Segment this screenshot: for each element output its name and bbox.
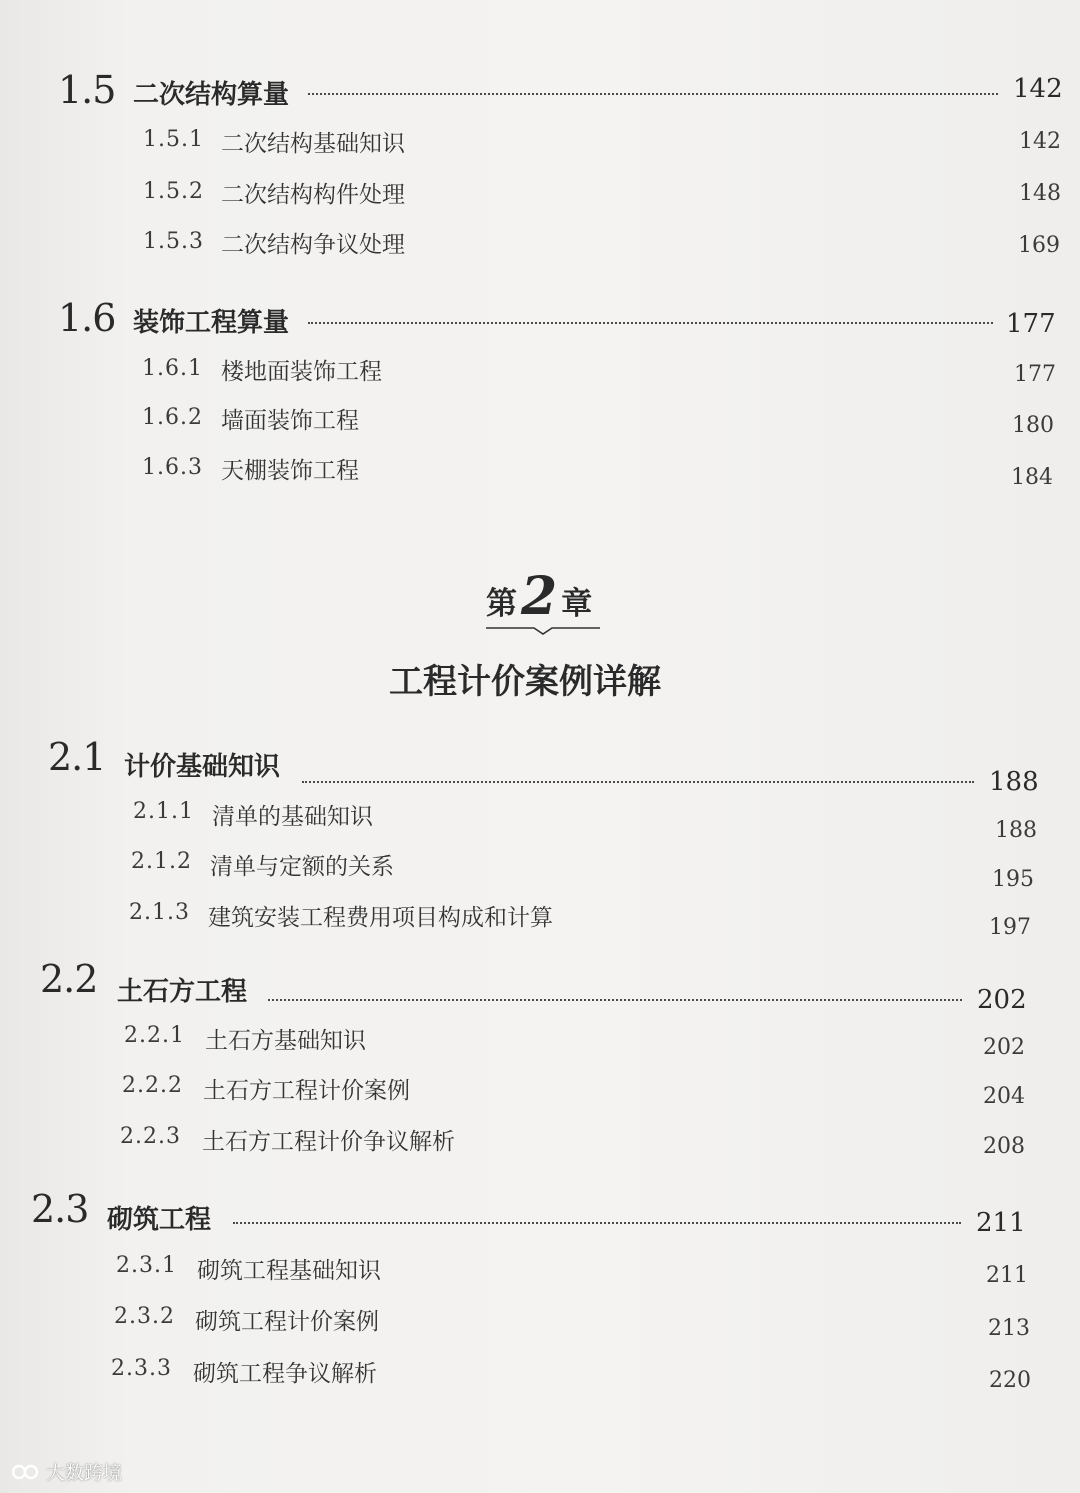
subsection-page: 220 <box>989 1368 1031 1393</box>
subsection-number: 1.6.1 <box>142 356 203 381</box>
subsection-page: 169 <box>1018 233 1060 258</box>
dot-leader <box>302 781 974 783</box>
subsection-number: 1.6.3 <box>142 455 203 480</box>
subsection-number: 2.2.2 <box>122 1073 183 1098</box>
subsection-title: 土石方工程计价案例 <box>203 1078 410 1104</box>
subsection-number: 2.1.3 <box>129 900 190 925</box>
section-page: 211 <box>976 1208 1026 1238</box>
dot-leader <box>233 1222 961 1224</box>
subsection-page: 177 <box>1014 362 1056 387</box>
subsection-number: 2.1.2 <box>131 849 192 874</box>
subsection-title: 天棚装饰工程 <box>221 458 359 484</box>
section-number: 2.3 <box>31 1187 89 1231</box>
subsection-title: 土石方基础知识 <box>205 1028 366 1054</box>
subsection-number: 2.1.1 <box>133 799 194 824</box>
subsection-page: 213 <box>988 1316 1030 1341</box>
subsection-title: 砌筑工程争议解析 <box>193 1361 377 1387</box>
subsection-title: 清单与定额的关系 <box>210 854 394 880</box>
chapter-number: 2 <box>521 566 558 627</box>
section-number: 2.1 <box>48 735 106 779</box>
subsection-number: 2.3.2 <box>114 1304 175 1329</box>
subsection-page: 208 <box>983 1134 1025 1159</box>
subsection-page: 202 <box>983 1035 1025 1060</box>
subsection-number: 1.5.3 <box>143 229 204 254</box>
subsection-number: 1.5.1 <box>143 127 204 152</box>
subsection-number: 1.5.2 <box>143 179 204 204</box>
subsection-title: 二次结构争议处理 <box>221 232 405 258</box>
watermark-logo-icon <box>10 1462 40 1482</box>
section-number: 2.2 <box>40 957 98 1001</box>
subsection-title: 砌筑工程基础知识 <box>197 1258 381 1284</box>
section-title: 计价基础知识 <box>124 752 281 782</box>
section-page: 188 <box>989 767 1039 797</box>
subsection-page: 204 <box>983 1084 1025 1109</box>
subsection-page: 188 <box>995 818 1037 843</box>
section-title: 土石方工程 <box>117 977 248 1007</box>
dot-leader <box>308 93 998 95</box>
section-title: 二次结构算量 <box>133 80 290 110</box>
subsection-number: 2.3.1 <box>116 1253 177 1278</box>
section-title: 砌筑工程 <box>107 1205 212 1235</box>
chapter-suffix: 章 <box>561 586 593 622</box>
chapter-label <box>486 566 592 627</box>
subsection-number: 1.6.2 <box>142 405 203 430</box>
subsection-title: 砌筑工程计价案例 <box>195 1309 379 1335</box>
subsection-title: 墙面装饰工程 <box>221 408 359 434</box>
chapter-title: 工程计价案例详解 <box>389 662 661 702</box>
subsection-number: 2.2.1 <box>124 1023 185 1048</box>
subsection-title: 二次结构构件处理 <box>221 182 405 208</box>
subsection-page: 197 <box>989 915 1031 940</box>
subsection-number: 2.2.3 <box>120 1124 181 1149</box>
subsection-title: 土石方工程计价争议解析 <box>202 1129 455 1155</box>
section-page: 177 <box>1006 309 1056 339</box>
dot-leader <box>308 322 993 324</box>
section-page: 142 <box>1013 74 1063 104</box>
subsection-page: 180 <box>1012 413 1054 438</box>
subsection-title: 清单的基础知识 <box>212 804 373 830</box>
chapter-prefix: 第 <box>486 586 517 622</box>
subsection-title: 楼地面装饰工程 <box>221 359 382 385</box>
section-number: 1.5 <box>58 68 116 112</box>
subsection-page: 184 <box>1011 465 1053 490</box>
subsection-number: 2.3.3 <box>111 1356 172 1381</box>
section-page: 202 <box>977 985 1027 1015</box>
subsection-page: 211 <box>986 1263 1028 1288</box>
watermark <box>10 1458 122 1485</box>
subsection-page: 195 <box>992 867 1034 892</box>
subsection-title: 建筑安装工程费用项目构成和计算 <box>208 905 553 931</box>
subsection-page: 142 <box>1019 129 1061 154</box>
watermark-text: 大数跨境 <box>46 1462 123 1484</box>
subsection-page: 148 <box>1019 181 1061 206</box>
subsection-title: 二次结构基础知识 <box>221 131 405 157</box>
chapter-divider-icon <box>486 620 600 636</box>
dot-leader <box>268 999 962 1001</box>
section-title: 装饰工程算量 <box>133 308 290 338</box>
section-number: 1.6 <box>58 296 116 340</box>
